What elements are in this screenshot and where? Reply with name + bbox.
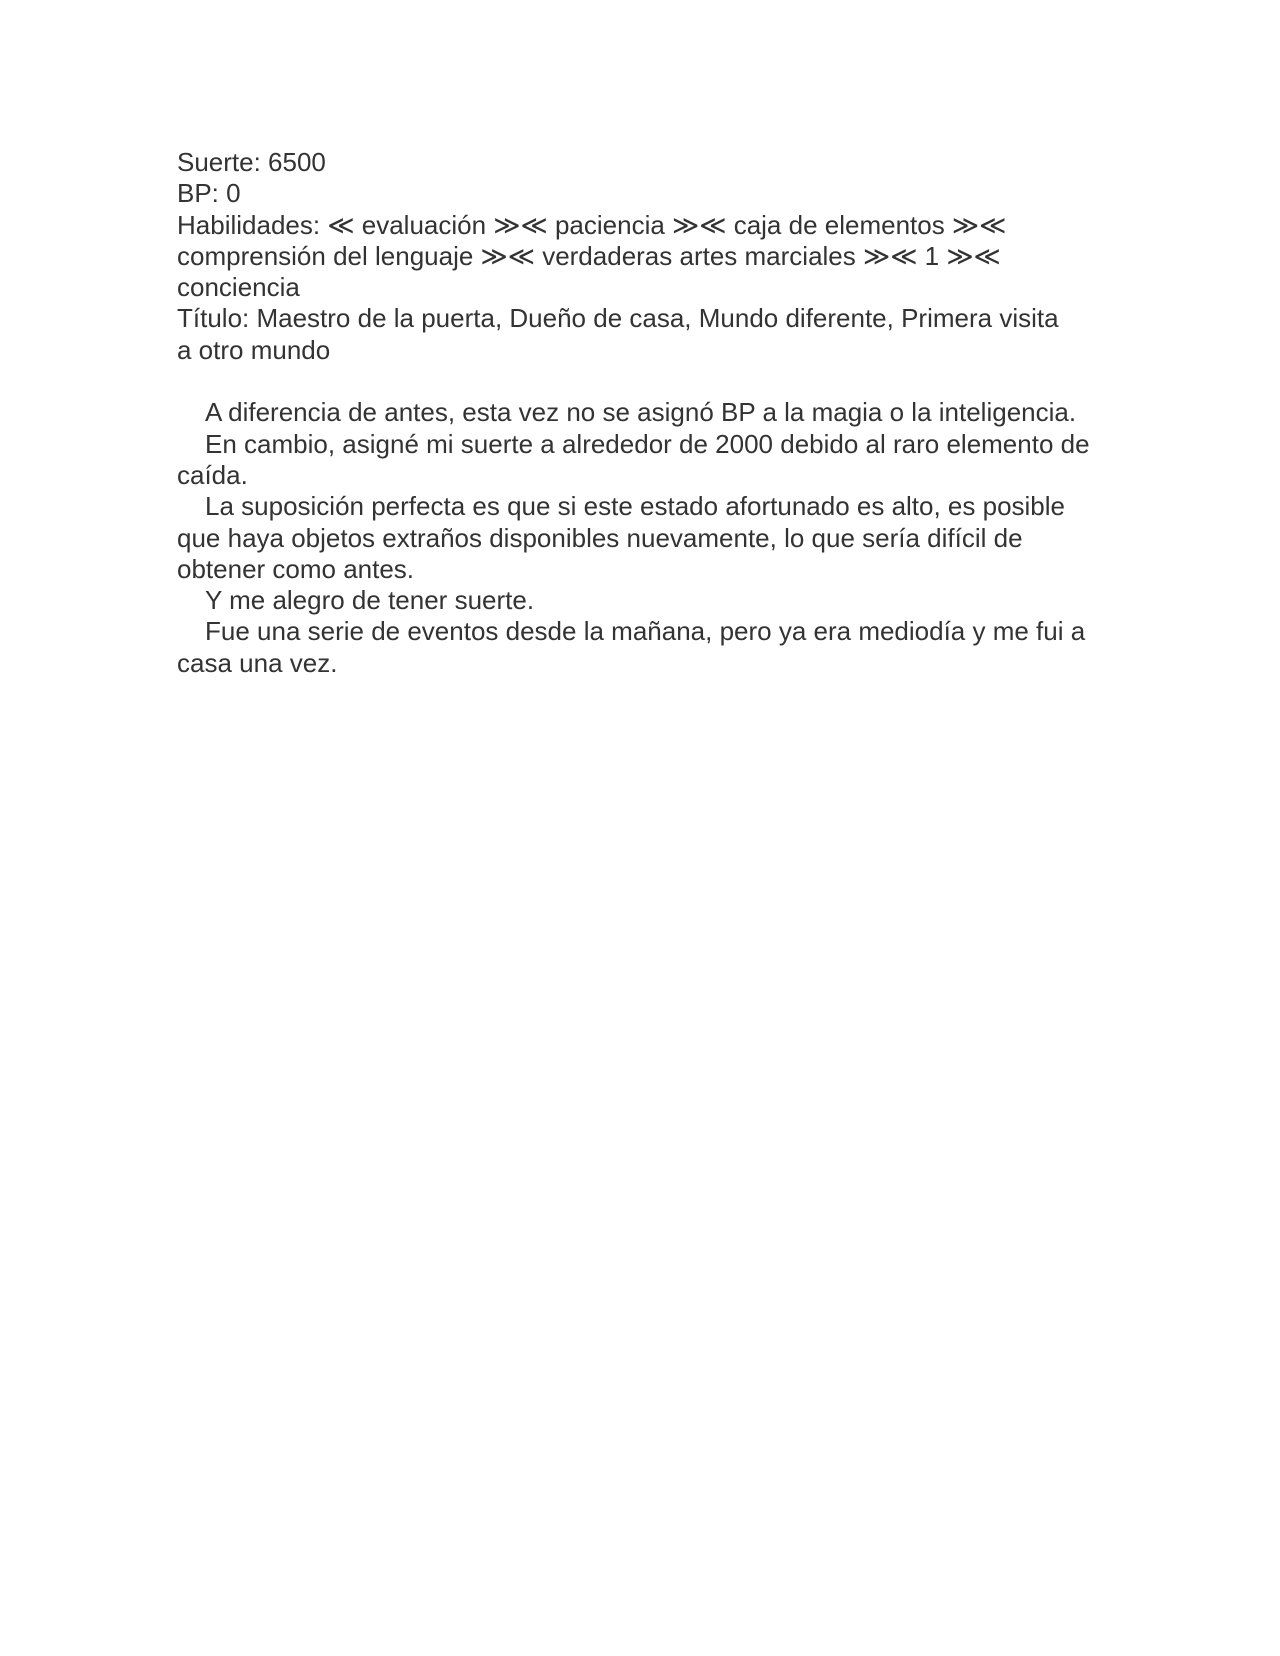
stat-skills-line-1: Habilidades: ≪ evaluación ≫≪ paciencia ≫≪ caja de elementos ≫≪ <box>177 209 1007 240</box>
paragraph: La suposición perfecta es que si este estado afortunado es alto, es posible que haya objetos extraños disponibles nuevamente, lo que sería difícil de obtener como antes. <box>177 491 1066 584</box>
stat-luck: Suerte: 6500 <box>177 147 326 177</box>
stat-skills-line-2: comprensión del lenguaje ≫≪ verdaderas artes marciales ≫≪ 1 ≫≪ <box>177 240 1001 271</box>
stat-title-line-2: a otro mundo <box>177 334 331 365</box>
paragraph: Fue una serie de eventos desde la mañana, pero ya era mediodía y me fui a casa una vez. <box>177 616 1086 678</box>
stat-bp: BP: 0 <box>177 178 241 209</box>
paragraph: A diferencia de antes, esta vez no se asignó BP a la magia o la inteligencia. <box>205 397 1077 428</box>
paragraph: En cambio, asigné mi suerte a alrededor de 2000 debido al raro elemento de caída. <box>177 428 1090 490</box>
stat-title-line-1: Título: Maestro de la puerta, Dueño de casa, Mundo diferente, Primera visita <box>177 303 1059 334</box>
paragraph: Y me alegro de tener suerte. <box>205 585 535 616</box>
document-body <box>177 147 1107 679</box>
blank-line <box>177 366 1107 397</box>
stat-skills-line-3: conciencia <box>177 272 300 303</box>
